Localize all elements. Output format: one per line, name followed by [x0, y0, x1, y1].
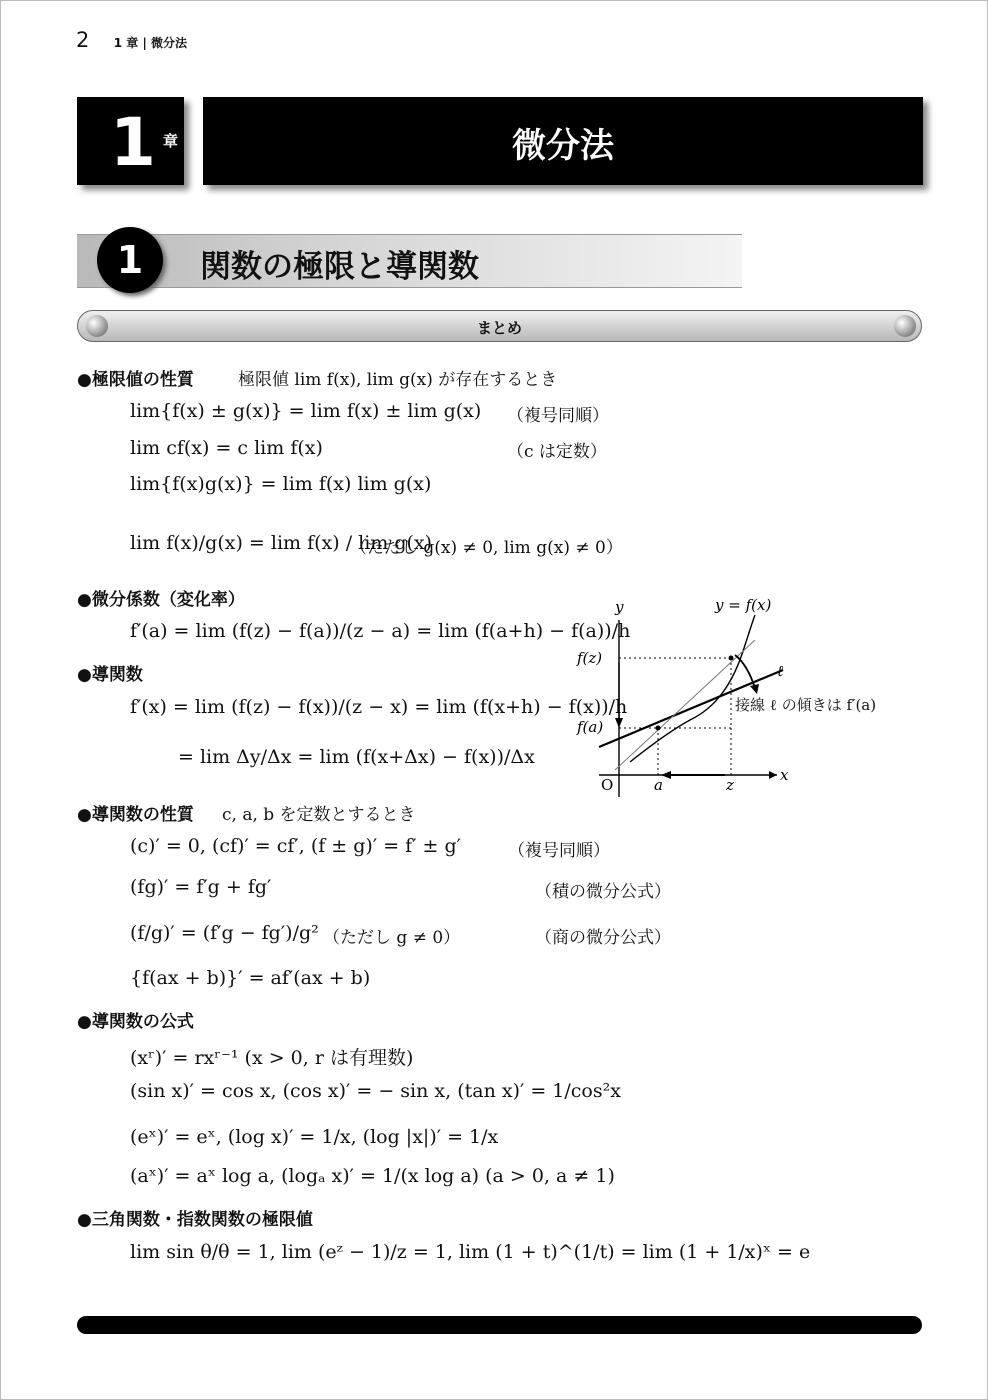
derivative-linearity: (c)′ = 0, (cf)′ = cf′, (f ± g)′ = f′ ± g′ — [130, 835, 461, 857]
running-head-text: 1 章 | 微分法 — [113, 36, 188, 50]
bottom-bar — [77, 1316, 922, 1334]
quotient-rule-note: （商の微分公式） — [535, 928, 671, 948]
derivative-linearity-note: （複号同順） — [508, 841, 610, 861]
limit-rule-sum-note: （複号同順） — [507, 406, 609, 426]
chapter-number: 1 — [110, 104, 156, 181]
limit-rule-quotient-note: （ただし g(x) ≠ 0, lim g(x) ≠ 0） — [350, 538, 623, 558]
limit-rule-constant: lim cf(x) = c lim f(x) — [130, 437, 323, 459]
summary-label: まとめ — [476, 319, 522, 337]
heading-derivative-formulas: ●導関数の公式 — [77, 1012, 194, 1032]
heading-trig-exp-limits: ●三角関数・指数関数の極限値 — [77, 1210, 313, 1230]
label-z: z — [726, 776, 734, 794]
running-head — [76, 28, 187, 52]
limit-rule-product: lim{f(x)g(x)} = lim f(x) lim g(x) — [130, 473, 432, 495]
chapter-title: 微分法 — [512, 126, 614, 166]
label-tangent: ℓ — [777, 662, 784, 680]
point-a — [656, 726, 661, 731]
differential-coefficient-formula: f′(a) = lim (f(z) − f(a))/(z − a) = lim (f(a+h) − f(a))/h — [130, 620, 631, 642]
label-curve: y = f(x) — [715, 596, 772, 614]
quotient-rule-condition: （ただし g ≠ 0） — [323, 928, 461, 948]
power-rule: (xʳ)′ = rxʳ⁻¹ (x > 0, r は有理数) — [130, 1047, 414, 1069]
arrow-fz-to-fa-head — [615, 718, 623, 728]
label-origin: O — [601, 776, 614, 794]
derivative-formula-2: = lim Δy/Δx = lim (f(x+Δx) − f(x))/Δx — [178, 746, 535, 768]
arrow-to-tangent-head — [750, 684, 759, 694]
limit-rule-quotient: lim f(x)/g(x) = lim f(x) / lim g(x) — [130, 532, 433, 554]
derivative-properties-intro: c, a, b を定数とするとき — [222, 805, 416, 825]
limit-intro: 極限値 lim f(x), lim g(x) が存在するとき — [238, 370, 558, 390]
limit-rule-constant-note: （c は定数） — [507, 442, 607, 462]
secant-line — [615, 640, 755, 770]
page-number: 2 — [76, 28, 90, 52]
label-fz: f(z) — [577, 649, 603, 667]
label-fa: f(a) — [577, 718, 604, 736]
product-rule: (fg)′ = f′g + fg′ — [130, 876, 272, 898]
heading-derivative-properties: ●導関数の性質 — [77, 805, 194, 825]
x-axis-arrow — [769, 771, 777, 779]
section-title: 関数の極限と導関数 — [200, 249, 479, 285]
trig-derivatives: (sin x)′ = cos x, (cos x)′ = − sin x, (tan x)′ = 1/cos²x — [130, 1080, 621, 1102]
heading-differential-coefficient: ●微分係数（変化率） — [77, 590, 245, 610]
section-number: 1 — [116, 238, 144, 282]
limit-rule-sum: lim{f(x) ± g(x)} = lim f(x) ± lim g(x) — [130, 400, 482, 422]
quotient-rule: (f/g)′ = (f′g − fg′)/g² — [130, 922, 319, 944]
point-z — [729, 656, 734, 661]
derivative-formula-1: f′(x) = lim (f(z) − f(x))/(z − x) = lim (f(x+h) − f(x))/h — [130, 696, 628, 718]
chain-rule-linear: {f(ax + b)}′ = af′(ax + b) — [130, 967, 371, 989]
label-a: a — [654, 776, 663, 794]
exp-log-derivatives: (eˣ)′ = eˣ, (log x)′ = 1/x, (log |x|)′ = 1/x — [130, 1126, 499, 1148]
general-exp-log-derivatives: (aˣ)′ = aˣ log a, (logₐ x)′ = 1/(x log a) (a > 0, a ≠ 1) — [130, 1165, 615, 1187]
product-rule-note: （積の微分公式） — [535, 882, 671, 902]
heading-limit-properties: ●極限値の性質 — [77, 370, 194, 390]
chapter-label: 章 — [163, 132, 179, 150]
label-y: y — [615, 598, 624, 616]
tangent-slope-note: 接線 ℓ の傾きは f′(a) — [735, 696, 877, 714]
heading-derivative: ●導関数 — [77, 665, 143, 685]
label-x: x — [780, 766, 789, 784]
special-limits: lim sin θ/θ = 1, lim (eᶻ − 1)/z = 1, lim (1 + t)^(1/t) = lim (1 + 1/x)ˣ = e — [130, 1241, 811, 1263]
